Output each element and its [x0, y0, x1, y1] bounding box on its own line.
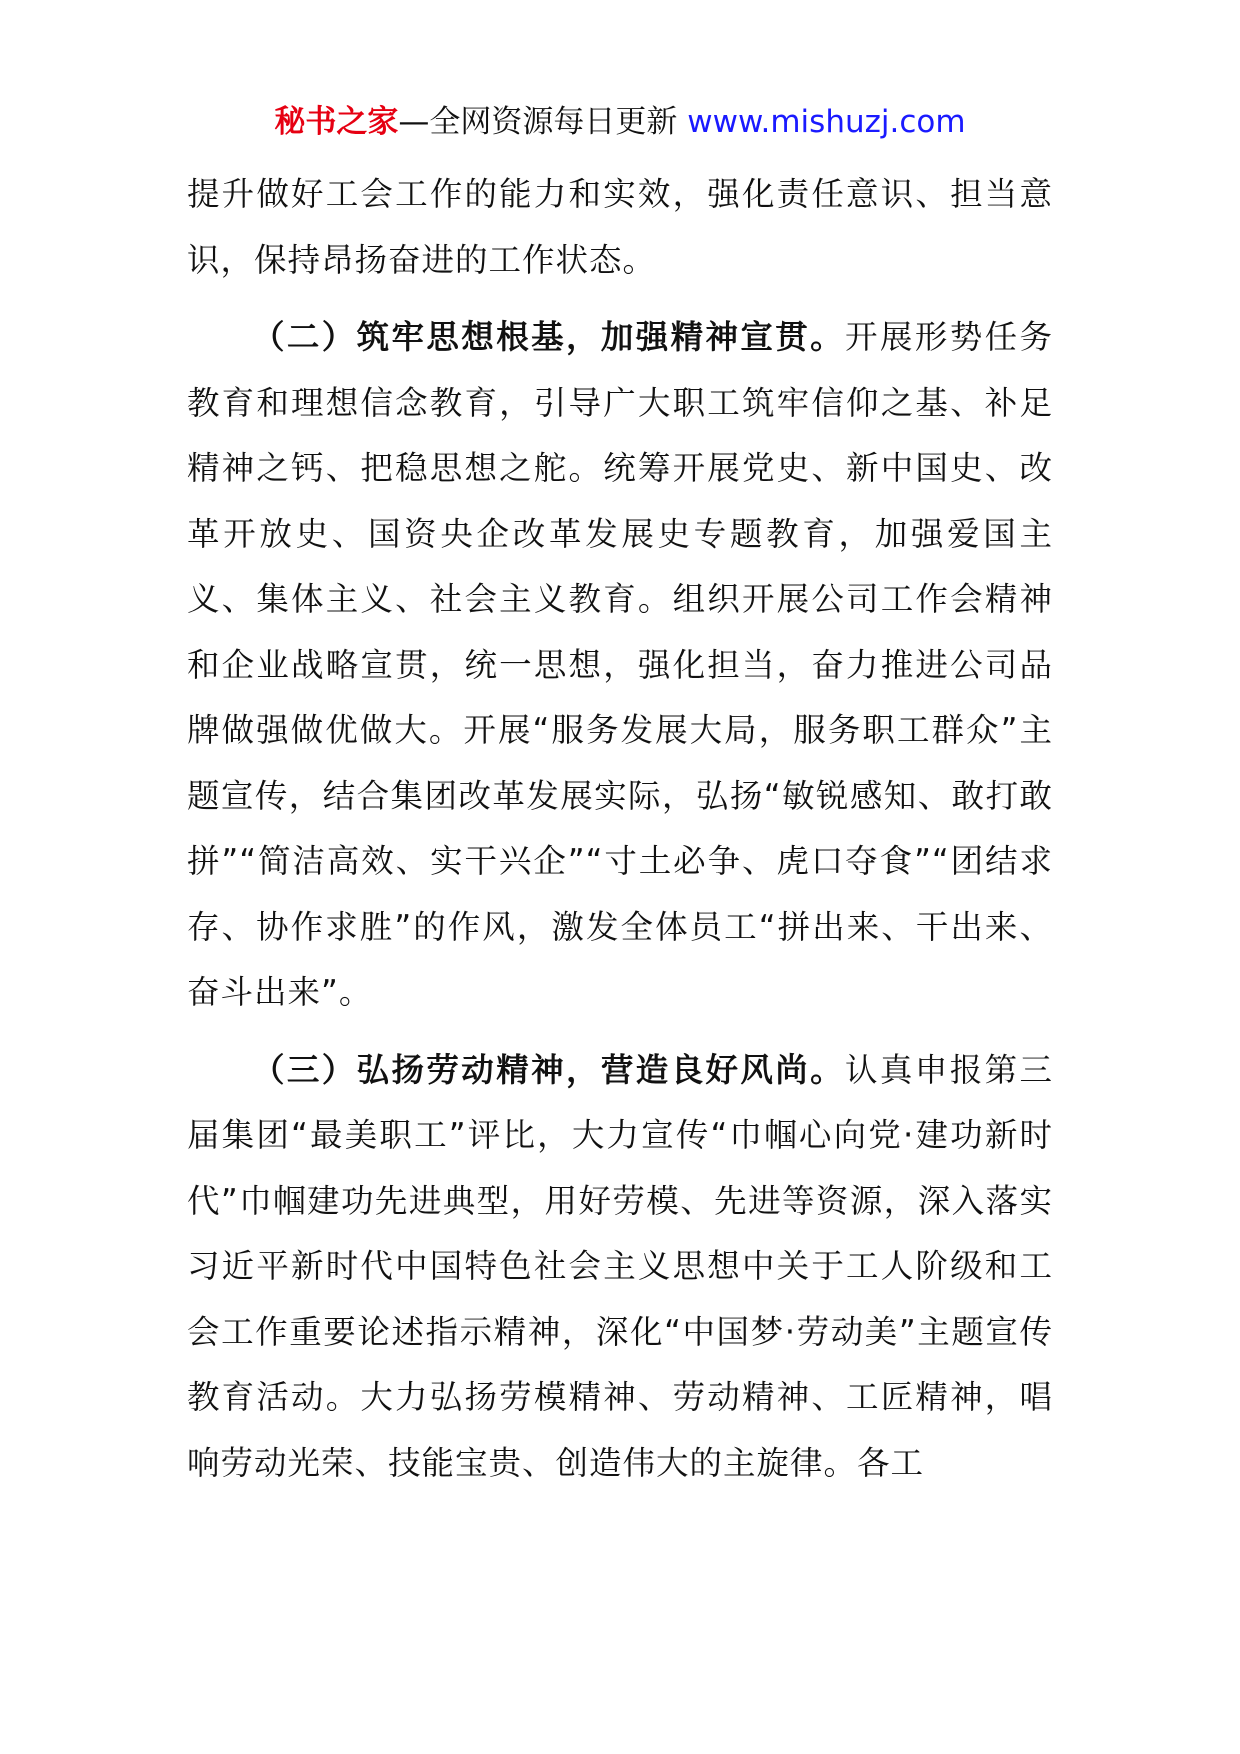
site-url: www.mishuzj.com [687, 104, 966, 140]
paragraph-text: 开展形势任务教育和理想信念教育，引导广大职工筑牢信仰之基、补足精神之钙、把稳思想之舵。统筹开展党史、新中国史、改革开放史、国资央企改革发展史专题教育，加强爱国主义、集体主义、社会主义教育。组织开展公司工作会精神和企业战略宣贯，统一思想，强化担当，奋力推进公司品牌做强做优做大。开展“服务发展大局，服务职工群众”主题宣传，结合集团改革发展实际，弘扬“敏锐感知、敢打敢拼”“简洁高效、实干兴企”“寸土必争、虎口夺食”“团结求存、协作求胜”的作风，激发全体员工“拼出来、干出来、奋斗出来”。 [187, 318, 1053, 1011]
document-body [187, 162, 1053, 1496]
page-header [0, 100, 1240, 144]
paragraph-text: 认真申报第三届集团“最美职工”评比，大力宣传“巾帼心向党·建功新时代”巾帼建功先进典型，用好劳模、先进等资源，深入落实习近平新时代中国特色社会主义思想中关于工人阶级和工会工作重要论述指示精神，深化“中国梦·劳动美”主题宣传教育活动。大力弘扬劳模精神、劳动精神、工匠精神，唱响劳动光荣、技能宝贵、创造伟大的主旋律。各工 [187, 1050, 1053, 1482]
brand-name: 秘书之家 [274, 104, 399, 140]
paragraph-continuation [187, 162, 1053, 293]
paragraph-section-3 [187, 1038, 1053, 1497]
section-heading: （二）筑牢思想根基，加强精神宣贯。 [252, 318, 846, 356]
section-heading: （三）弘扬劳动精神，营造良好风尚。 [252, 1050, 846, 1089]
paragraph-text: 提升做好工会工作的能力和实效，强化责任意识、担当意识，保持昂扬奋进的工作状态。 [187, 175, 1053, 279]
paragraph-section-2 [187, 305, 1053, 1026]
header-tagline: —全网资源每日更新 [398, 104, 688, 140]
